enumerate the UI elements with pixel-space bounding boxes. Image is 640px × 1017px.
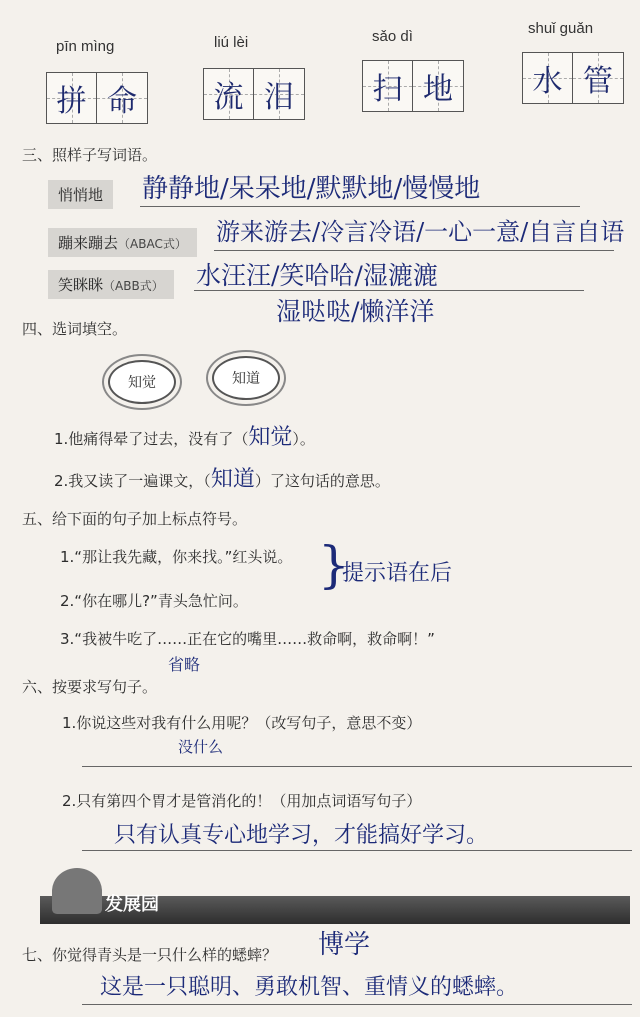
answer-row-1: 静静地/呆呆地/默默地/慢慢地: [142, 174, 481, 204]
example-tag-3: 笑眯眯（ABB式）: [48, 270, 174, 299]
example-tag-1: 悄悄地: [48, 180, 113, 209]
answer-row-2: 游来游去/冷言冷语/一心一意/自言自语: [216, 218, 625, 246]
s7-answer: 这是一只聪明、勇敢机智、重情义的蟋蟀。: [100, 975, 519, 1000]
pinyin-4: shuǐ guǎn: [528, 20, 594, 37]
section5-title: 五、给下面的句子加上标点符号。: [22, 510, 248, 528]
write-line: [82, 1004, 632, 1005]
brace-mark: }: [318, 536, 350, 594]
pinyin-3: sǎo dì: [372, 28, 413, 45]
s5-sentence-1: 1.“那让我先藏，你来找。”红头说。: [60, 548, 293, 566]
char: 泪: [264, 80, 294, 115]
char-box-2: [203, 68, 305, 120]
char: 地: [423, 72, 453, 107]
banner-label: 发展园: [105, 894, 159, 915]
char-box-1: [46, 72, 148, 124]
q4-1-answer: 知觉: [248, 425, 293, 450]
s7-note: 博学: [318, 930, 371, 960]
s5-sentence-3: 3.“我被牛吃了……正在它的嘴里……救命啊，救命啊！”: [60, 630, 435, 648]
pinyin-1: pīn mìng: [56, 38, 115, 55]
char: 水: [532, 64, 563, 99]
format-note: （ABAC式）: [118, 237, 187, 251]
section3-title: 三、照样子写词语。: [22, 146, 158, 164]
write-line: [194, 290, 584, 291]
write-line: [140, 206, 580, 207]
write-line: [82, 850, 632, 851]
char: 拼: [56, 84, 87, 119]
pinyin-2: liú lèi: [214, 34, 249, 51]
q4-2-answer: 知道: [210, 467, 255, 492]
char: 扫: [372, 72, 403, 107]
section4-title: 四、选词填空。: [22, 320, 128, 338]
char-box-3: [362, 60, 464, 112]
q4-1: 1.他痛得晕了过去，没有了（知觉）。: [54, 425, 315, 450]
q6-2: 2.只有第四个胃才是管消化的！（用加点词语写句子）: [62, 792, 422, 810]
write-line: [82, 766, 632, 767]
word-option-2: 知道: [212, 356, 280, 400]
char: 管: [583, 64, 613, 99]
char-box-4: [522, 52, 624, 104]
answer-row-3b: 湿哒哒/懒洋洋: [276, 297, 435, 326]
q4-2: 2.我又读了一遍课文，（知道）了这句话的意思。: [54, 467, 390, 492]
s5-sentence-2: 2.“你在哪儿?”青头急忙问。: [60, 592, 248, 610]
q6-2-answer: 只有认真专心地学习，才能搞好学习。: [114, 823, 489, 848]
char: 命: [107, 84, 137, 119]
kids-illustration: [52, 868, 102, 914]
write-line: [214, 250, 614, 251]
format-note: （ABB式）: [103, 279, 164, 293]
example-tag-2: 蹦来蹦去（ABAC式）: [48, 228, 197, 257]
mark-top: 省略: [168, 655, 201, 674]
char: 流: [213, 80, 244, 115]
q6-1: 1.你说这些对我有什么用呢？（改写句子，意思不变）: [62, 714, 422, 732]
answer-row-3: 水汪汪/笑哈哈/湿漉漉: [196, 261, 438, 290]
section7-title: 七、你觉得青头是一只什么样的蟋蟀？: [22, 946, 278, 964]
s5-note: 提示语在后: [342, 561, 453, 586]
mark-bottom: 没什么: [178, 738, 224, 756]
word-option-1: 知觉: [108, 360, 176, 404]
section6-title: 六、按要求写句子。: [22, 678, 158, 696]
